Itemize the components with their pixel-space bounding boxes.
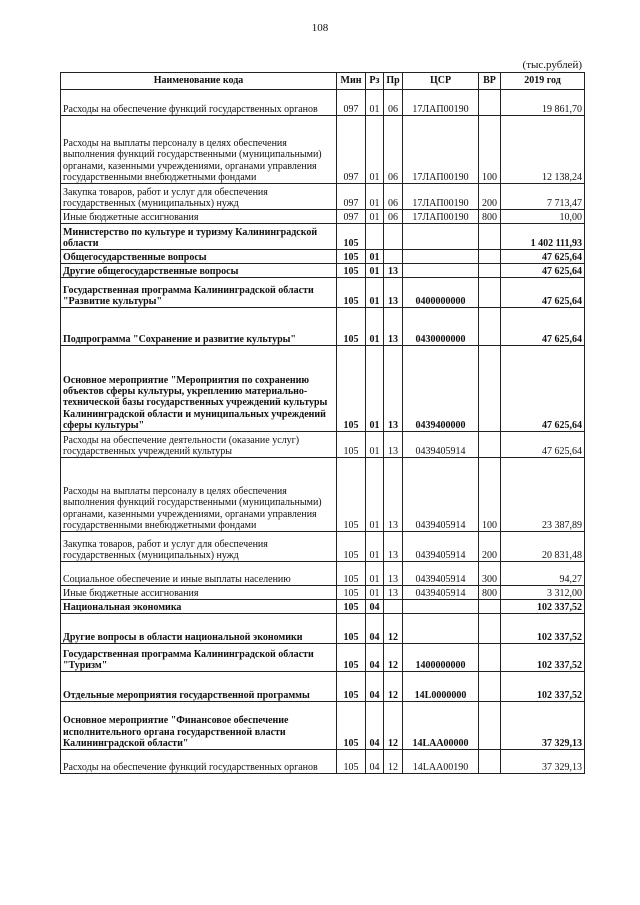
cell-name: Иные бюджетные ассигнования	[61, 586, 337, 600]
cell-csr: 17ЛАП00190	[403, 210, 479, 224]
cell-vr	[479, 90, 501, 116]
cell-sum: 47 625,64	[501, 250, 585, 264]
cell-name: Другие общегосударственные вопросы	[61, 264, 337, 278]
table-row	[61, 264, 585, 278]
cell-name: Государственная программа Калининградской области "Развитие культуры"	[61, 278, 337, 308]
cell-csr	[403, 264, 479, 278]
cell-pr: 13	[384, 586, 403, 600]
cell-min: 097	[337, 184, 366, 210]
cell-min: 105	[337, 532, 366, 562]
budget-table	[60, 72, 585, 774]
cell-sum: 47 625,64	[501, 346, 585, 432]
cell-pr: 06	[384, 184, 403, 210]
cell-sum: 1 402 111,93	[501, 224, 585, 250]
cell-min: 105	[337, 250, 366, 264]
table-row	[61, 458, 585, 532]
cell-min: 105	[337, 614, 366, 644]
cell-rz: 01	[366, 116, 384, 184]
cell-rz: 01	[366, 210, 384, 224]
cell-rz: 01	[366, 250, 384, 264]
cell-csr	[403, 600, 479, 614]
cell-name: Национальная экономика	[61, 600, 337, 614]
cell-rz: 01	[366, 184, 384, 210]
cell-min: 097	[337, 116, 366, 184]
table-row	[61, 614, 585, 644]
table-row	[61, 644, 585, 672]
cell-sum: 3 312,00	[501, 586, 585, 600]
cell-csr: 17ЛАП00190	[403, 184, 479, 210]
cell-vr	[479, 308, 501, 346]
cell-sum: 12 138,24	[501, 116, 585, 184]
cell-pr: 13	[384, 458, 403, 532]
cell-sum: 94,27	[501, 562, 585, 586]
cell-csr: 0439405914	[403, 532, 479, 562]
cell-sum: 102 337,52	[501, 644, 585, 672]
cell-rz: 01	[366, 432, 384, 458]
cell-sum: 102 337,52	[501, 672, 585, 702]
cell-pr: 06	[384, 116, 403, 184]
cell-name: Расходы на обеспечение деятельности (оказание услуг) государственных учреждений культуры	[61, 432, 337, 458]
cell-min: 105	[337, 672, 366, 702]
cell-csr: 0439405914	[403, 432, 479, 458]
cell-pr: 13	[384, 432, 403, 458]
cell-pr: 12	[384, 644, 403, 672]
cell-pr: 13	[384, 278, 403, 308]
table-row	[61, 278, 585, 308]
table-row	[61, 210, 585, 224]
cell-min: 105	[337, 702, 366, 750]
table-row	[61, 586, 585, 600]
cell-name: Основное мероприятие "Мероприятия по сохранению объектов сферы культуры, укреплению материально-технической базы государственных учреждений культуры Калининградской области и муниципальных учреждений сферы культуры"	[61, 346, 337, 432]
cell-pr	[384, 600, 403, 614]
cell-name: Расходы на выплаты персоналу в целях обеспечения выполнения функций государственными (муниципальными) органами, казенными учреждениями, органами управления государственными внебюджетными фондами	[61, 116, 337, 184]
cell-pr: 13	[384, 308, 403, 346]
cell-rz: 01	[366, 532, 384, 562]
cell-name: Подпрограмма "Сохранение и развитие культуры"	[61, 308, 337, 346]
units-label: (тыс.рублей)	[522, 59, 582, 71]
table-row	[61, 532, 585, 562]
cell-name: Закупка товаров, работ и услуг для обеспечения государственных (муниципальных) нужд	[61, 184, 337, 210]
cell-pr	[384, 250, 403, 264]
table-row	[61, 562, 585, 586]
cell-rz: 04	[366, 614, 384, 644]
cell-vr: 300	[479, 562, 501, 586]
table-row	[61, 750, 585, 774]
cell-name: Отдельные мероприятия государственной программы	[61, 672, 337, 702]
cell-vr	[479, 432, 501, 458]
cell-csr: 0439405914	[403, 458, 479, 532]
cell-pr: 06	[384, 90, 403, 116]
page-number: 108	[311, 22, 329, 34]
cell-pr: 06	[384, 210, 403, 224]
cell-rz: 01	[366, 308, 384, 346]
cell-pr: 13	[384, 562, 403, 586]
cell-vr	[479, 672, 501, 702]
cell-min: 097	[337, 210, 366, 224]
cell-csr	[403, 224, 479, 250]
cell-csr: 17ЛАП00190	[403, 116, 479, 184]
table-header-row	[61, 73, 585, 90]
cell-rz: 01	[366, 586, 384, 600]
cell-name: Основное мероприятие "Финансовое обеспечение исполнительного органа государственной власти Калининградской области"	[61, 702, 337, 750]
cell-name: Министерство по культуре и туризму Калининградской области	[61, 224, 337, 250]
cell-pr: 12	[384, 750, 403, 774]
cell-pr: 12	[384, 672, 403, 702]
cell-min: 105	[337, 644, 366, 672]
cell-rz: 01	[366, 346, 384, 432]
cell-min: 105	[337, 278, 366, 308]
header-min: Мин	[337, 73, 366, 90]
table-row	[61, 116, 585, 184]
cell-min: 097	[337, 90, 366, 116]
cell-csr: 17ЛАП00190	[403, 90, 479, 116]
cell-name: Другие вопросы в области национальной экономики	[61, 614, 337, 644]
cell-min: 105	[337, 586, 366, 600]
cell-sum: 10,00	[501, 210, 585, 224]
cell-rz: 04	[366, 702, 384, 750]
cell-sum: 47 625,64	[501, 308, 585, 346]
cell-vr: 100	[479, 116, 501, 184]
cell-vr	[479, 224, 501, 250]
cell-csr: 0400000000	[403, 278, 479, 308]
cell-pr: 13	[384, 264, 403, 278]
cell-min: 105	[337, 562, 366, 586]
cell-vr	[479, 750, 501, 774]
cell-sum: 47 625,64	[501, 264, 585, 278]
cell-name: Расходы на выплаты персоналу в целях обеспечения выполнения функций государственными (муниципальными) органами, казенными учреждениями, органами управления государственными внебюджетными фондами	[61, 458, 337, 532]
cell-sum: 102 337,52	[501, 600, 585, 614]
cell-csr: 0439405914	[403, 562, 479, 586]
cell-rz	[366, 224, 384, 250]
cell-sum: 47 625,64	[501, 432, 585, 458]
cell-sum: 20 831,48	[501, 532, 585, 562]
cell-name: Расходы на обеспечение функций государственных органов	[61, 750, 337, 774]
header-csr: ЦСР	[403, 73, 479, 90]
cell-min: 105	[337, 224, 366, 250]
cell-sum: 47 625,64	[501, 278, 585, 308]
cell-csr: 0439400000	[403, 346, 479, 432]
cell-vr: 200	[479, 532, 501, 562]
table-row	[61, 308, 585, 346]
cell-rz: 01	[366, 458, 384, 532]
cell-vr	[479, 278, 501, 308]
header-pr: Пр	[384, 73, 403, 90]
cell-vr	[479, 346, 501, 432]
cell-name: Закупка товаров, работ и услуг для обеспечения государственных (муниципальных) нужд	[61, 532, 337, 562]
cell-rz: 01	[366, 562, 384, 586]
cell-csr: 14LAA00000	[403, 702, 479, 750]
table-row	[61, 250, 585, 264]
table-row	[61, 432, 585, 458]
cell-min: 105	[337, 346, 366, 432]
cell-rz: 04	[366, 750, 384, 774]
cell-pr: 12	[384, 702, 403, 750]
cell-csr: 0439405914	[403, 586, 479, 600]
cell-rz: 01	[366, 278, 384, 308]
cell-pr: 13	[384, 346, 403, 432]
cell-pr	[384, 224, 403, 250]
cell-rz: 04	[366, 672, 384, 702]
cell-rz: 04	[366, 644, 384, 672]
cell-vr: 100	[479, 458, 501, 532]
cell-sum: 19 861,70	[501, 90, 585, 116]
cell-csr: 14LAA00190	[403, 750, 479, 774]
cell-vr	[479, 644, 501, 672]
header-sum: 2019 год	[501, 73, 585, 90]
table-row	[61, 346, 585, 432]
table-row	[61, 90, 585, 116]
cell-name: Государственная программа Калининградской области "Туризм"	[61, 644, 337, 672]
table-row	[61, 184, 585, 210]
cell-name: Общегосударственные вопросы	[61, 250, 337, 264]
cell-min: 105	[337, 264, 366, 278]
cell-rz: 04	[366, 600, 384, 614]
cell-vr	[479, 614, 501, 644]
cell-min: 105	[337, 750, 366, 774]
cell-vr	[479, 702, 501, 750]
cell-rz: 01	[366, 90, 384, 116]
cell-sum: 37 329,13	[501, 702, 585, 750]
header-name: Наименование кода	[61, 73, 337, 90]
cell-vr: 800	[479, 210, 501, 224]
cell-sum: 7 713,47	[501, 184, 585, 210]
cell-min: 105	[337, 458, 366, 532]
cell-sum: 37 329,13	[501, 750, 585, 774]
table-row	[61, 600, 585, 614]
table-row	[61, 224, 585, 250]
cell-csr: 14L0000000	[403, 672, 479, 702]
cell-pr: 12	[384, 614, 403, 644]
cell-vr	[479, 600, 501, 614]
cell-name: Социальное обеспечение и иные выплаты населению	[61, 562, 337, 586]
cell-min: 105	[337, 600, 366, 614]
cell-csr	[403, 250, 479, 264]
header-vr: ВР	[479, 73, 501, 90]
cell-min: 105	[337, 308, 366, 346]
cell-rz: 01	[366, 264, 384, 278]
cell-csr: 1400000000	[403, 644, 479, 672]
cell-vr	[479, 250, 501, 264]
cell-min: 105	[337, 432, 366, 458]
cell-vr: 800	[479, 586, 501, 600]
cell-csr	[403, 614, 479, 644]
cell-sum: 102 337,52	[501, 614, 585, 644]
cell-name: Расходы на обеспечение функций государственных органов	[61, 90, 337, 116]
cell-pr: 13	[384, 532, 403, 562]
table-row	[61, 702, 585, 750]
header-rz: Рз	[366, 73, 384, 90]
cell-csr: 0430000000	[403, 308, 479, 346]
cell-vr: 200	[479, 184, 501, 210]
cell-vr	[479, 264, 501, 278]
table-row	[61, 672, 585, 702]
cell-name: Иные бюджетные ассигнования	[61, 210, 337, 224]
cell-sum: 23 387,89	[501, 458, 585, 532]
